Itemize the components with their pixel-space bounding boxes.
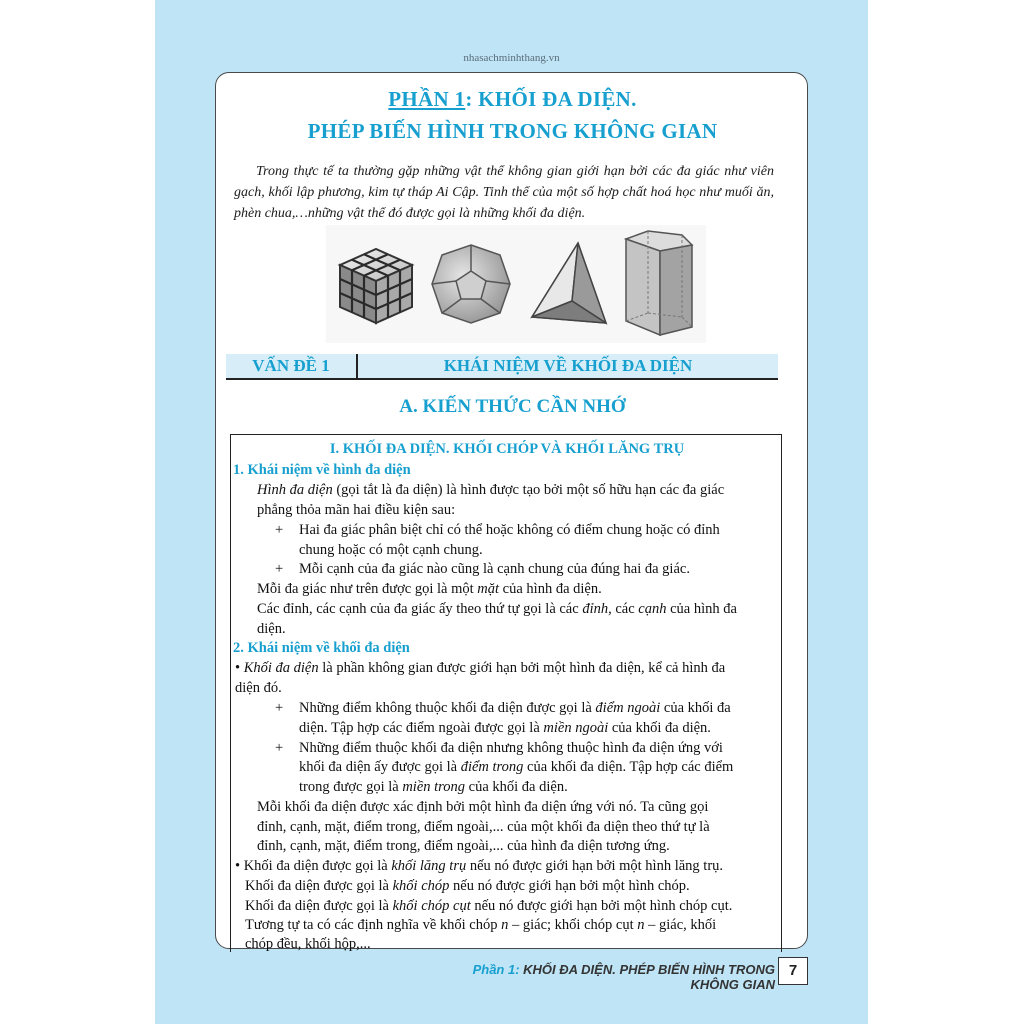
box-heading: I. KHỐI ĐA DIỆN. KHỐI CHÓP VÀ KHỐI LĂNG TRỤ <box>329 441 685 457</box>
term: Hình đa diện <box>257 482 333 498</box>
intro-line: gạch, khối lập phương, kim tự tháp Ai Cập. Tinh thể của một số hợp chất hoá học như muối <box>234 185 753 200</box>
text: diện. Tập hợp các điểm ngoài được gọi là <box>299 720 544 736</box>
section-heading: A. KIẾN THỨC CẦN NHỚ <box>399 396 626 417</box>
text: của khối đa <box>660 700 731 716</box>
term: mặt <box>477 581 500 597</box>
topic-title: KHÁI NIỆM VỀ KHỐI ĐA DIỆN <box>443 356 693 375</box>
text-line: đỉnh, cạnh, mặt, điểm trong, điểm ngoài,... của một khối đa diện theo thứ tự là <box>257 819 710 835</box>
cube-icon <box>334 243 418 327</box>
text-line <box>299 758 733 778</box>
term: n <box>637 917 645 933</box>
term: khối chóp <box>392 878 450 894</box>
text-line <box>299 719 711 739</box>
text: khối đa diện ấy được gọi là <box>299 759 461 775</box>
page-background <box>155 0 868 1024</box>
page-number: 7 <box>778 957 808 985</box>
text: của hình đa <box>666 601 737 617</box>
term: miền ngoài <box>543 720 609 736</box>
term: đỉnh <box>582 601 609 617</box>
text: của khối đa diện. Tập hợp các điểm <box>523 759 734 775</box>
plus-bullet: + <box>275 700 284 716</box>
term: cạnh <box>638 601 667 617</box>
text: Khối đa diện được gọi là <box>245 898 393 914</box>
text: Tương tự ta có các định nghĩa về khối chóp <box>245 917 502 933</box>
bullet-dot: • <box>235 660 244 676</box>
text: của khối đa diện. <box>608 720 711 736</box>
knowledge-box <box>230 434 782 952</box>
text-line <box>299 778 568 798</box>
text-line <box>257 600 737 620</box>
footer-running-title <box>430 962 775 992</box>
tetrahedron-icon <box>526 239 610 329</box>
text-line: diện. <box>257 621 286 637</box>
text: Mỗi đa giác như trên được gọi là một <box>257 581 478 597</box>
subheading-1: 1. Khái niệm về hình đa diện <box>233 462 411 478</box>
bullet-dot: • <box>235 858 244 874</box>
term: miền trong <box>402 779 466 795</box>
text-line <box>257 580 602 600</box>
prism-icon <box>616 227 698 339</box>
subheading-2: 2. Khái niệm về khối đa diện <box>233 640 410 656</box>
text-line: Mỗi khối đa diện được xác định bởi một hình đa diện ứng với nó. Ta cũng gọi <box>257 799 709 815</box>
text-line <box>299 699 731 719</box>
part-title: : KHỐI ĐA DIỆN. <box>465 87 637 111</box>
text-line: Mỗi cạnh của đa giác nào cũng là cạnh chung của đúng hai đa giác. <box>299 561 690 577</box>
term: n <box>501 917 509 933</box>
text: của hình đa diện. <box>499 581 602 597</box>
plus-bullet: + <box>275 561 284 577</box>
term: khối chóp cụt <box>392 898 471 914</box>
footer-title: KHỐI ĐA DIỆN. PHÉP BIẾN HÌNH TRONG KHÔNG GIAN <box>523 962 775 992</box>
text: (gọi tắt là đa diện) là hình được tạo bởi một số hữu hạn các đa giác <box>332 482 725 498</box>
text: – giác; khối chóp cụt <box>508 917 638 933</box>
text: nếu nó được giới hạn bởi một hình lăng trụ. <box>466 858 724 874</box>
part-label: PHẦN 1 <box>388 87 466 111</box>
topic-label: VẤN ĐỀ 1 <box>226 354 358 378</box>
text-line <box>245 897 732 917</box>
site-watermark: nhasachminhthang.vn <box>463 52 560 64</box>
intro-line: ăn, phèn chua,…những vật thể đó được gọi là những khối đa diện. <box>234 185 774 221</box>
topic-header <box>226 354 778 380</box>
text-line: diện đó. <box>235 680 282 696</box>
text-line <box>257 481 724 501</box>
text-line: Những điểm thuộc khối đa diện nhưng không thuộc hình đa diện ứng với <box>299 740 723 756</box>
text-line <box>245 877 690 897</box>
text-line: chóp đều, khối hộp,... <box>245 936 371 952</box>
text-line <box>235 659 725 679</box>
text-line <box>245 916 716 936</box>
text-line: Hai đa giác phân biệt chỉ có thể hoặc không có điểm chung hoặc có đỉnh <box>299 522 720 538</box>
plus-bullet: + <box>275 522 284 538</box>
plus-bullet: + <box>275 740 284 756</box>
text: Những điểm không thuộc khối đa diện được gọi là <box>299 700 596 716</box>
text: , các <box>608 601 639 617</box>
term: khối lăng trụ <box>391 858 467 874</box>
page-title-line1 <box>216 87 809 112</box>
text-line: đỉnh, cạnh, mặt, điểm trong, điểm ngoài,... của hình đa diện tương ứng. <box>257 838 670 854</box>
intro-line: Trong thực tế ta thường gặp những vật thể không gian giới hạn bởi các đa giác như viên <box>256 164 774 179</box>
text-line: chung hoặc có một cạnh chung. <box>299 542 483 558</box>
text-line: phẳng thỏa mãn hai điều kiện sau: <box>257 502 456 518</box>
text: nếu nó được giới hạn bởi một hình chóp cụt. <box>470 898 733 914</box>
term: Khối đa diện <box>243 660 319 676</box>
text: nếu nó được giới hạn bởi một hình chóp. <box>449 878 690 894</box>
text: là phần không gian được giới hạn bởi một hình đa diện, kể cả hình đa <box>318 660 726 676</box>
text: Các đỉnh, các cạnh của đa giác ấy theo thứ tự gọi là các <box>257 601 583 617</box>
page-title-line2: PHÉP BIẾN HÌNH TRONG KHÔNG GIAN <box>307 119 718 143</box>
text-line <box>235 857 723 877</box>
text: – giác, khối <box>644 917 717 933</box>
text: Khối đa diện được gọi là <box>245 878 393 894</box>
dodecahedron-icon <box>428 241 514 327</box>
footer-part: Phần 1: <box>472 962 524 977</box>
term: điểm ngoài <box>595 700 661 716</box>
text: của khối đa diện. <box>465 779 568 795</box>
term: điểm trong <box>460 759 524 775</box>
content-frame <box>215 72 808 952</box>
text: Khối đa diện được gọi là <box>243 858 392 874</box>
intro-paragraph <box>234 161 774 224</box>
polyhedra-illustration <box>326 225 706 343</box>
text: trong được gọi là <box>299 779 403 795</box>
